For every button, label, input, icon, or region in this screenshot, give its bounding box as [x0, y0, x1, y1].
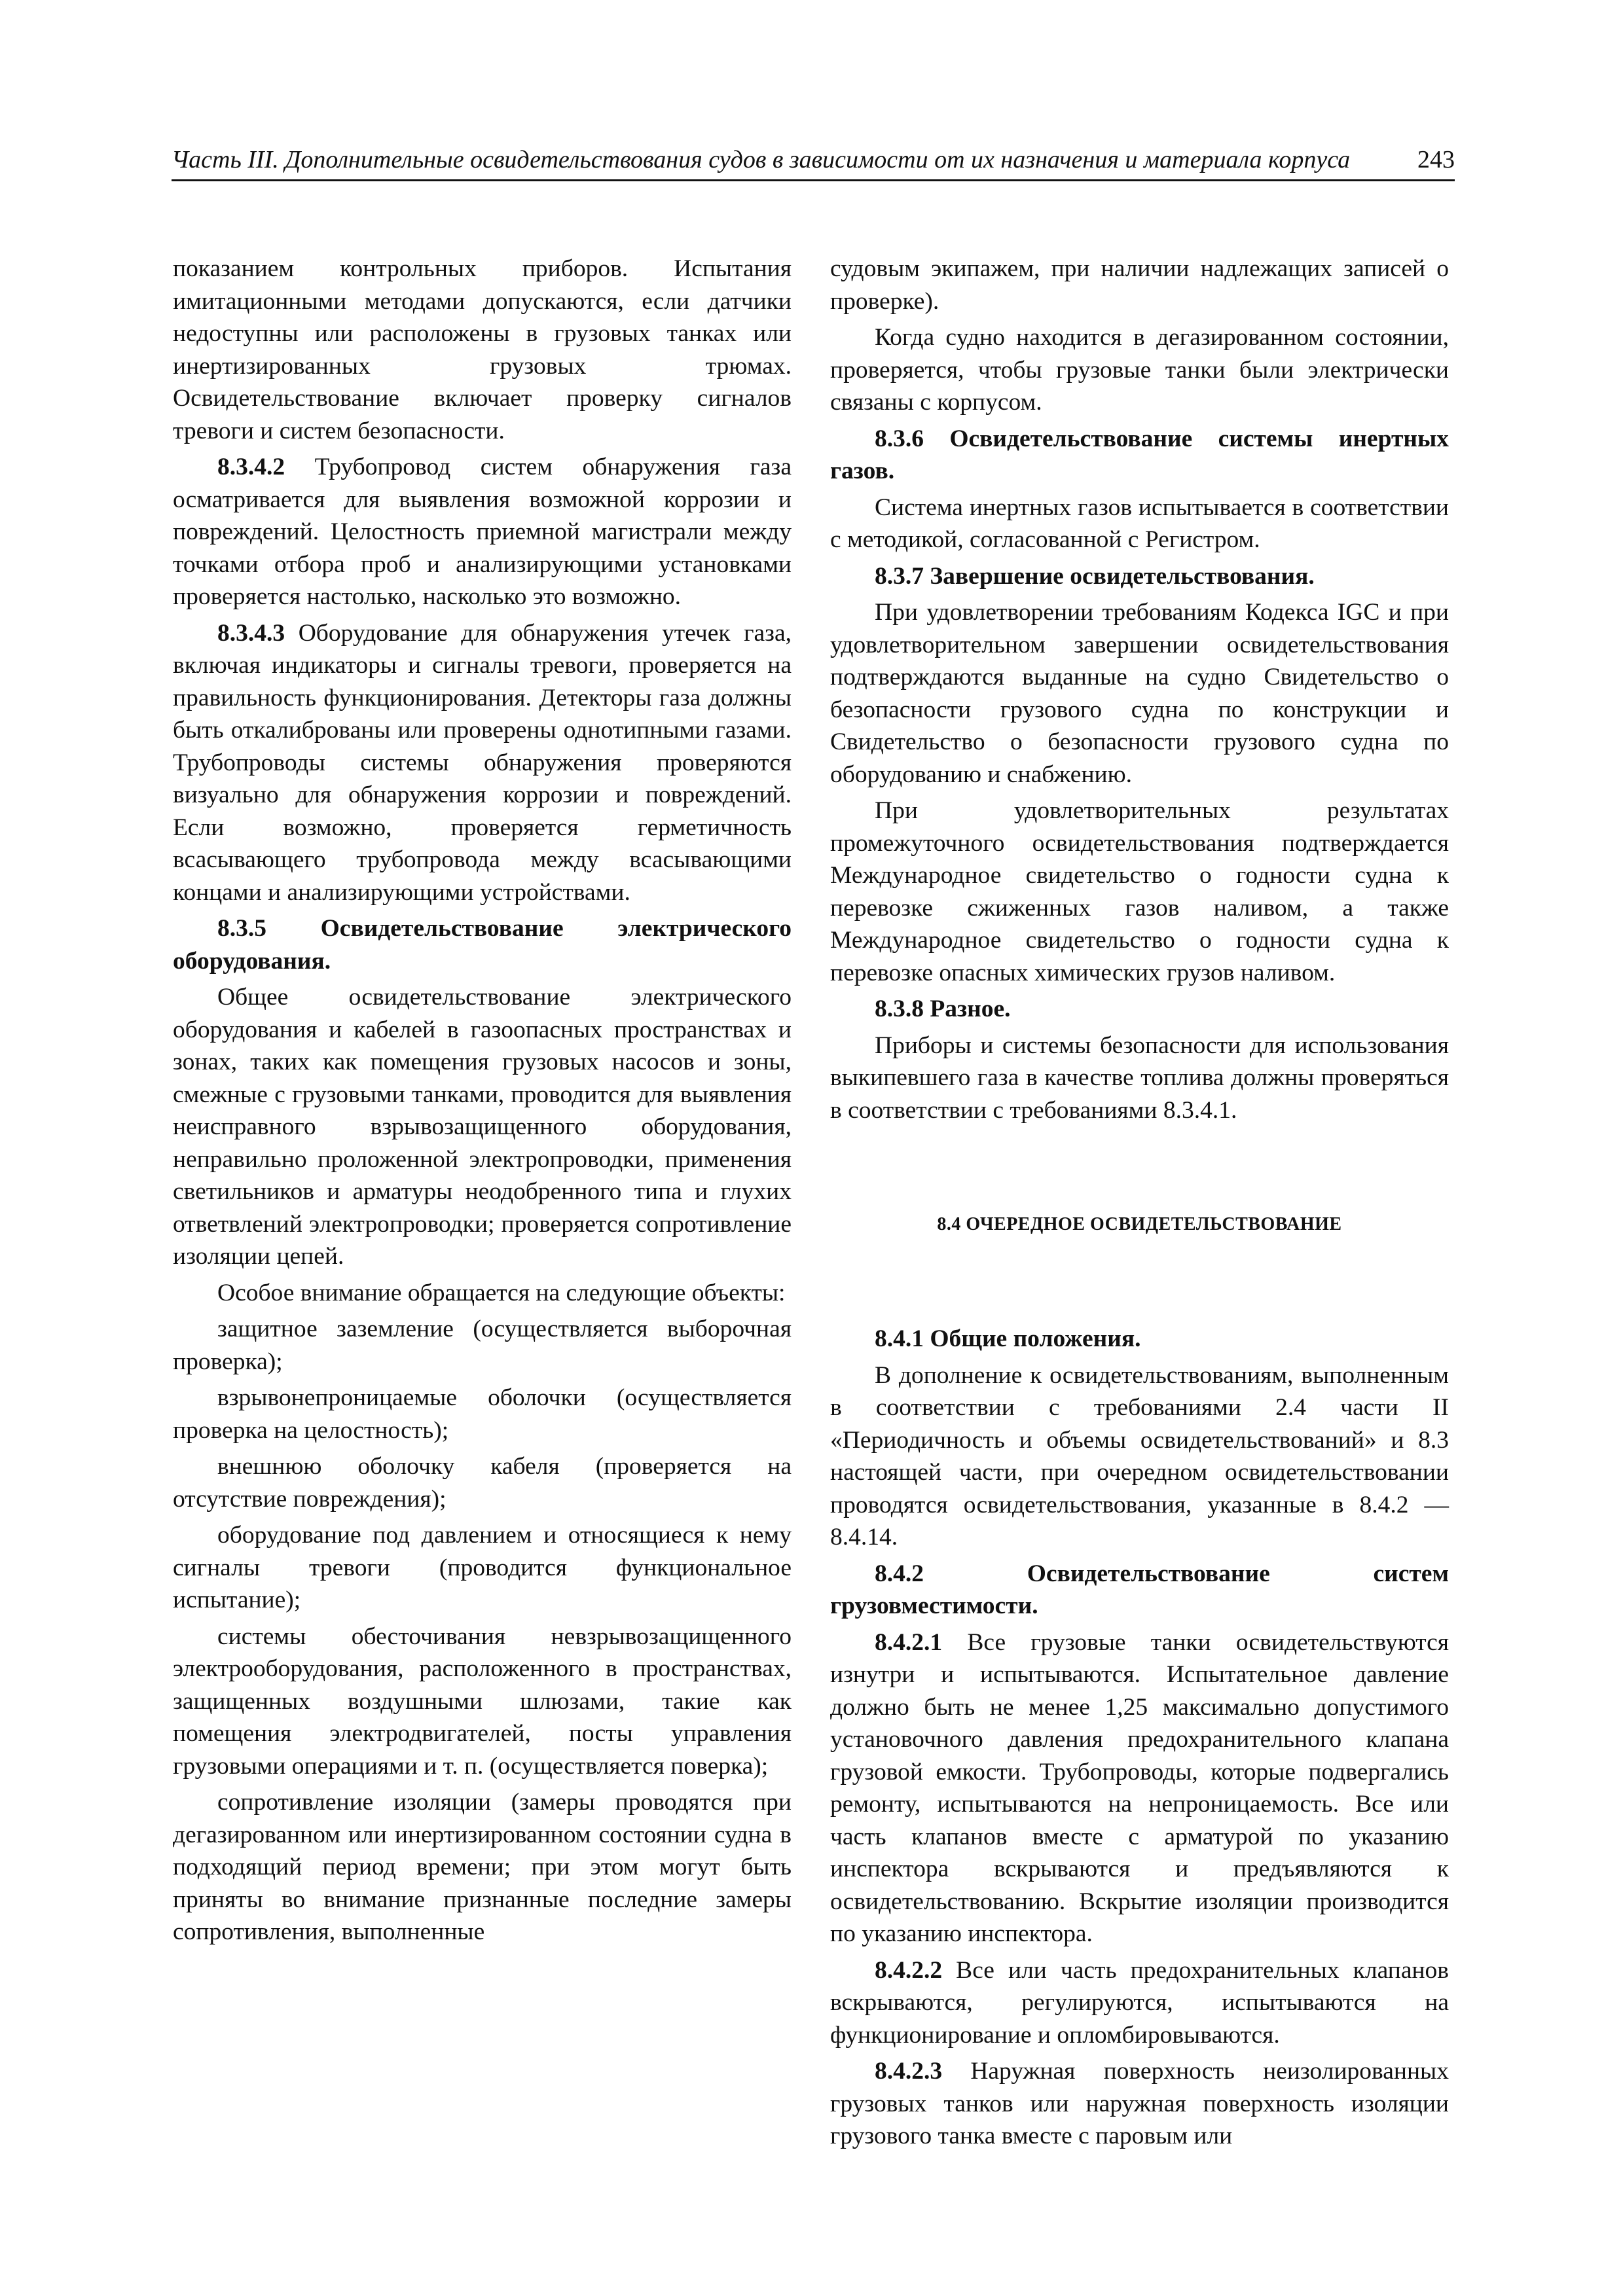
list-item: взрывонепроницаемые оболочки (осуществляется проверка на целостность);: [173, 1384, 792, 1444]
paragraph: Когда судно находится в дегазированном состоянии, проверяется, чтобы грузовые танки были электрически связаны с корпусом.: [830, 324, 1449, 416]
page-number: 243: [1417, 146, 1455, 173]
clause-text: Все или часть предохранительных клапанов вскрываются, регулируются, испытываются на функционирование и опломбировываются.: [830, 1956, 1449, 2049]
paragraph: Система инертных газов испытывается в соответствии с методикой, согласованной с Регистром.: [830, 493, 1449, 553]
left-column: [173, 253, 792, 1952]
heading-8-4-2: 8.4.2 Освидетельствование систем грузовместимости.: [830, 1560, 1449, 1619]
running-title: Часть III. Дополнительные освидетельствования судов в зависимости от их назначения и материала корпуса: [172, 146, 1351, 173]
paragraph: Особое внимание обращается на следующие объекты:: [217, 1279, 786, 1306]
clause-number: 8.3.4.3: [217, 619, 285, 647]
clause-number: 8.4.2.3: [875, 2058, 943, 2085]
clause-number: 8.3.4.2: [217, 454, 285, 480]
paragraph: Приборы и системы безопасности для использования выкипевшего газа в качестве топлива должны проверяться в соответствии с требованиями 8.3.4.1.: [830, 1031, 1449, 1124]
paragraph-8-4-2-1: [830, 1626, 1449, 1950]
clause-text: Все грузовые танки освидетельствуются изнутри и испытываются. Испытательное давление должно быть не менее 1,25 максимально допустимого установочного давления предохранительного клапана грузовой емкости. Трубопроводы, которые подвергались ремонту, испытываются на непроницаемость. Все или часть клапанов вместе с арматурой по указанию инспектора вскрываются и предъявляются к освидетельствованию. Вскрытие изоляции производится по указанию инспектора.: [830, 1628, 1449, 1947]
heading-8-3-7: 8.3.7 Завершение освидетельствования.: [875, 562, 1315, 590]
list-item: сопротивление изоляции (замеры проводятся при дегазированном или инертизированном состоянии судна в подходящий период времени; при этом могут быть приняты во внимание признанные последние замеры сопротивления, выполненные: [173, 1789, 792, 1945]
clause-number: 8.4.2.1: [875, 1628, 943, 1656]
paragraph: Общее освидетельствование электрического оборудования и кабелей в газоопасных пространствах и зонах, таких как помещения грузовых насосов и зоны, смежные с грузовыми танками, проводится для выявления неисправного взрывозащищенного оборудования, неправильно проложенной электропроводки, применения светильников и арматуры неодобренного типа и глухих ответвлений электропроводки; проверяется сопротивление изоляции цепей.: [173, 984, 792, 1270]
heading-8-3-5: 8.3.5 Освидетельствование электрического оборудования.: [173, 915, 792, 975]
right-column: [830, 253, 1449, 2157]
clause-text: Оборудование для обнаружения утечек газа, включая индикаторы и сигналы тревоги, проверяется на правильность функционирования. Детекторы газа должны быть откалиброваны или проверены однотипными газами. Трубопроводы системы обнаружения проверяются визуально для обнаружения коррозии и повреждений. Если возможно, проверяется герметичность всасывающего трубопровода между всасывающими концами и анализирующими устройствами.: [173, 619, 792, 906]
heading-8-3-6: 8.3.6 Освидетельствование системы инертных газов.: [830, 425, 1449, 484]
clause-number: 8.4.2.2: [875, 1956, 943, 1984]
paragraph-8-3-4-3: [173, 617, 792, 909]
clause-text: Трубопровод систем обнаружения газа осматривается для выявления возможной коррозии и повреждений. Целостность приемной магистрали между точками отбора проб и анализирующими установками проверяется настолько, насколько это возможно.: [173, 454, 792, 610]
section-title-8-4: 8.4 ОЧЕРЕДНОЕ ОСВИДЕТЕЛЬСТВОВАНИЕ: [937, 1214, 1342, 1234]
list-item: защитное заземление (осуществляется выборочная проверка);: [173, 1316, 792, 1375]
heading-8-4-1: 8.4.1 Общие положения.: [875, 1325, 1141, 1352]
list-item: внешнюю оболочку кабеля (проверяется на отсутствие повреждения);: [173, 1453, 792, 1513]
paragraph: При удовлетворительных результатах промежуточного освидетельствования подтверждается Международное свидетельство о годности судна к перевозке сжиженных газов наливом, а также Международное свидетельство о годности судна к перевозке опасных химических грузов наливом.: [830, 797, 1449, 986]
paragraph: При удовлетворении требованиям Кодекса IGC и при удовлетворительном завершении освидетельствования подтверждаются выданные на судно Свидетельство о безопасности грузового судна по конструкции и Свидетельство о безопасности грузового судна по оборудованию и снабжению.: [830, 599, 1449, 788]
paragraph-8-4-2-3: [830, 2055, 1449, 2153]
list-item: системы обесточивания невзрывозащищенного электрооборудования, расположенного в пространствах, защищенных воздушными шлюзами, такие как помещения электродвигателей, посты управления грузовыми операциями и т. п. (осуществляется поверка);: [173, 1623, 792, 1780]
list-item: оборудование под давлением и относящиеся к нему сигналы тревоги (проводится функциональное испытание);: [173, 1522, 792, 1613]
page-header: [172, 143, 1455, 181]
paragraph: В дополнение к освидетельствованиям, выполненным в соответствии с требованиями 2.4 части II «Периодичность и объемы освидетельствований» и 8.3 настоящей части, при очередном освидетельствовании проводятся освидетельствования, указанные в 8.4.2 — 8.4.14.: [830, 1361, 1449, 1551]
paragraph-8-4-2-2: [830, 1954, 1449, 2052]
paragraph: судовым экипажем, при наличии надлежащих записей о проверке).: [830, 255, 1449, 315]
paragraph: показанием контрольных приборов. Испытания имитационными методами допускаются, если датчики недоступны или расположены в грузовых танках или инертизированных грузовых трюмах. Освидетельствование включает проверку сигналов тревоги и систем безопасности.: [173, 255, 792, 444]
clause-text: Наружная поверхность неизолированных грузовых танков или наружная поверхность изоляции грузового танка вместе с паровым или: [830, 2058, 1449, 2149]
paragraph-8-3-4-2: [173, 451, 792, 613]
heading-8-3-8: 8.3.8 Разное.: [875, 996, 1011, 1022]
